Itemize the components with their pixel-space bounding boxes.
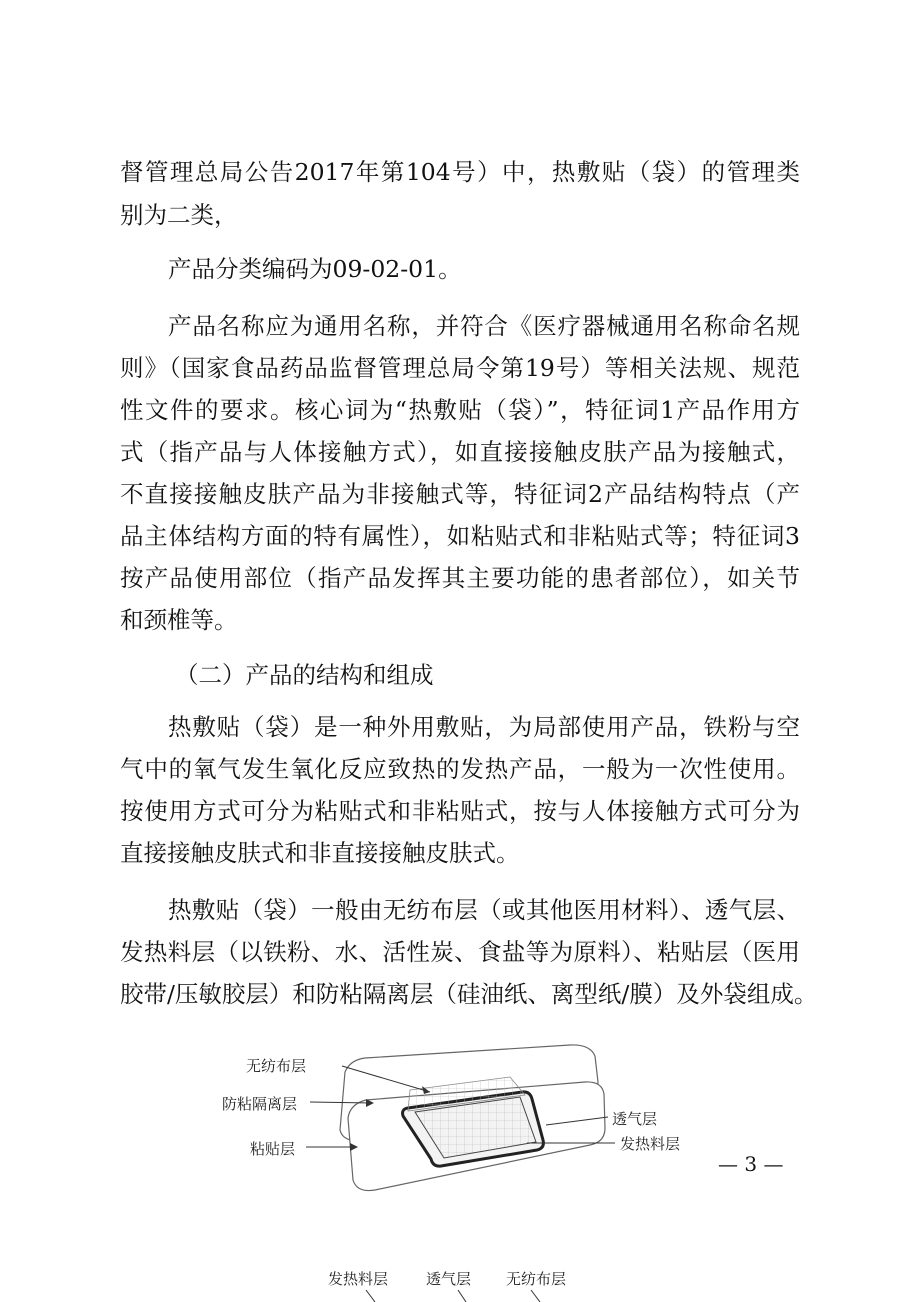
text-line: 和颈椎等。: [120, 606, 238, 634]
text-line: 别为二类，: [120, 201, 238, 229]
label-heating-layer-2: 发热料层: [328, 1270, 389, 1288]
section-heading: （二）产品的结构和组成: [175, 661, 434, 689]
text-line: 性文件的要求。核心词为“热敷贴（袋）”，特征词1产品作用方: [120, 396, 800, 424]
text-line: 则》（国家食品药品监督管理总局令第19号）等相关法规、规范: [120, 354, 800, 382]
text-line: 发热料层（以铁粉、水、活性炭、食盐等为原料）、粘贴层（医用: [120, 938, 800, 966]
label-nonwoven-layer: 无纺布层: [246, 1057, 307, 1075]
text-line: 胶带/压敏胶层）和防粘隔离层（硅油纸、离型纸/膜）及外袋组成。: [120, 980, 818, 1008]
text-line: 按使用方式可分为粘贴式和非粘贴式，按与人体接触方式可分为: [120, 797, 800, 825]
text-line: 品主体结构方面的特有属性），如粘贴式和非粘贴式等；特征词3: [120, 522, 800, 550]
text-line: 产品分类编码为09-02-01。: [168, 255, 462, 283]
label-nonwoven-layer-2: 无纺布层: [506, 1270, 567, 1288]
text-line: 产品名称应为通用名称，并符合《医疗器械通用名称命名规: [168, 312, 800, 340]
text-line: 不直接接触皮肤产品为非接触式等，特征词2产品结构特点（产: [120, 480, 800, 508]
text-line: 按产品使用部位（指产品发挥其主要功能的患者部位），如关节: [120, 564, 800, 592]
text-line: 气中的氧气发生氧化反应致热的发热产品，一般为一次性使用。: [120, 755, 800, 783]
label-breathable-layer: 透气层: [612, 1110, 658, 1128]
text-line: 直接接触皮肤式和非直接接触皮肤式。: [120, 839, 520, 867]
label-breathable-layer-2: 透气层: [426, 1270, 472, 1288]
page-number: — 3 —: [718, 1152, 784, 1176]
label-release-layer: 防粘隔离层: [222, 1095, 298, 1113]
text-line: 热敷贴（袋）是一种外用敷贴，为局部使用产品，铁粉与空: [168, 713, 800, 741]
text-line: 式（指产品与人体接触方式），如直接接触皮肤产品为接触式，: [120, 438, 800, 466]
label-adhesive-layer: 粘贴层: [250, 1140, 296, 1158]
text-line: 热敷贴（袋）一般由无纺布层（或其他医用材料）、透气层、: [168, 896, 800, 924]
label-heating-layer: 发热料层: [620, 1135, 681, 1153]
text-line: 督管理总局公告2017年第104号）中，热敷贴（袋）的管理类: [120, 158, 800, 186]
